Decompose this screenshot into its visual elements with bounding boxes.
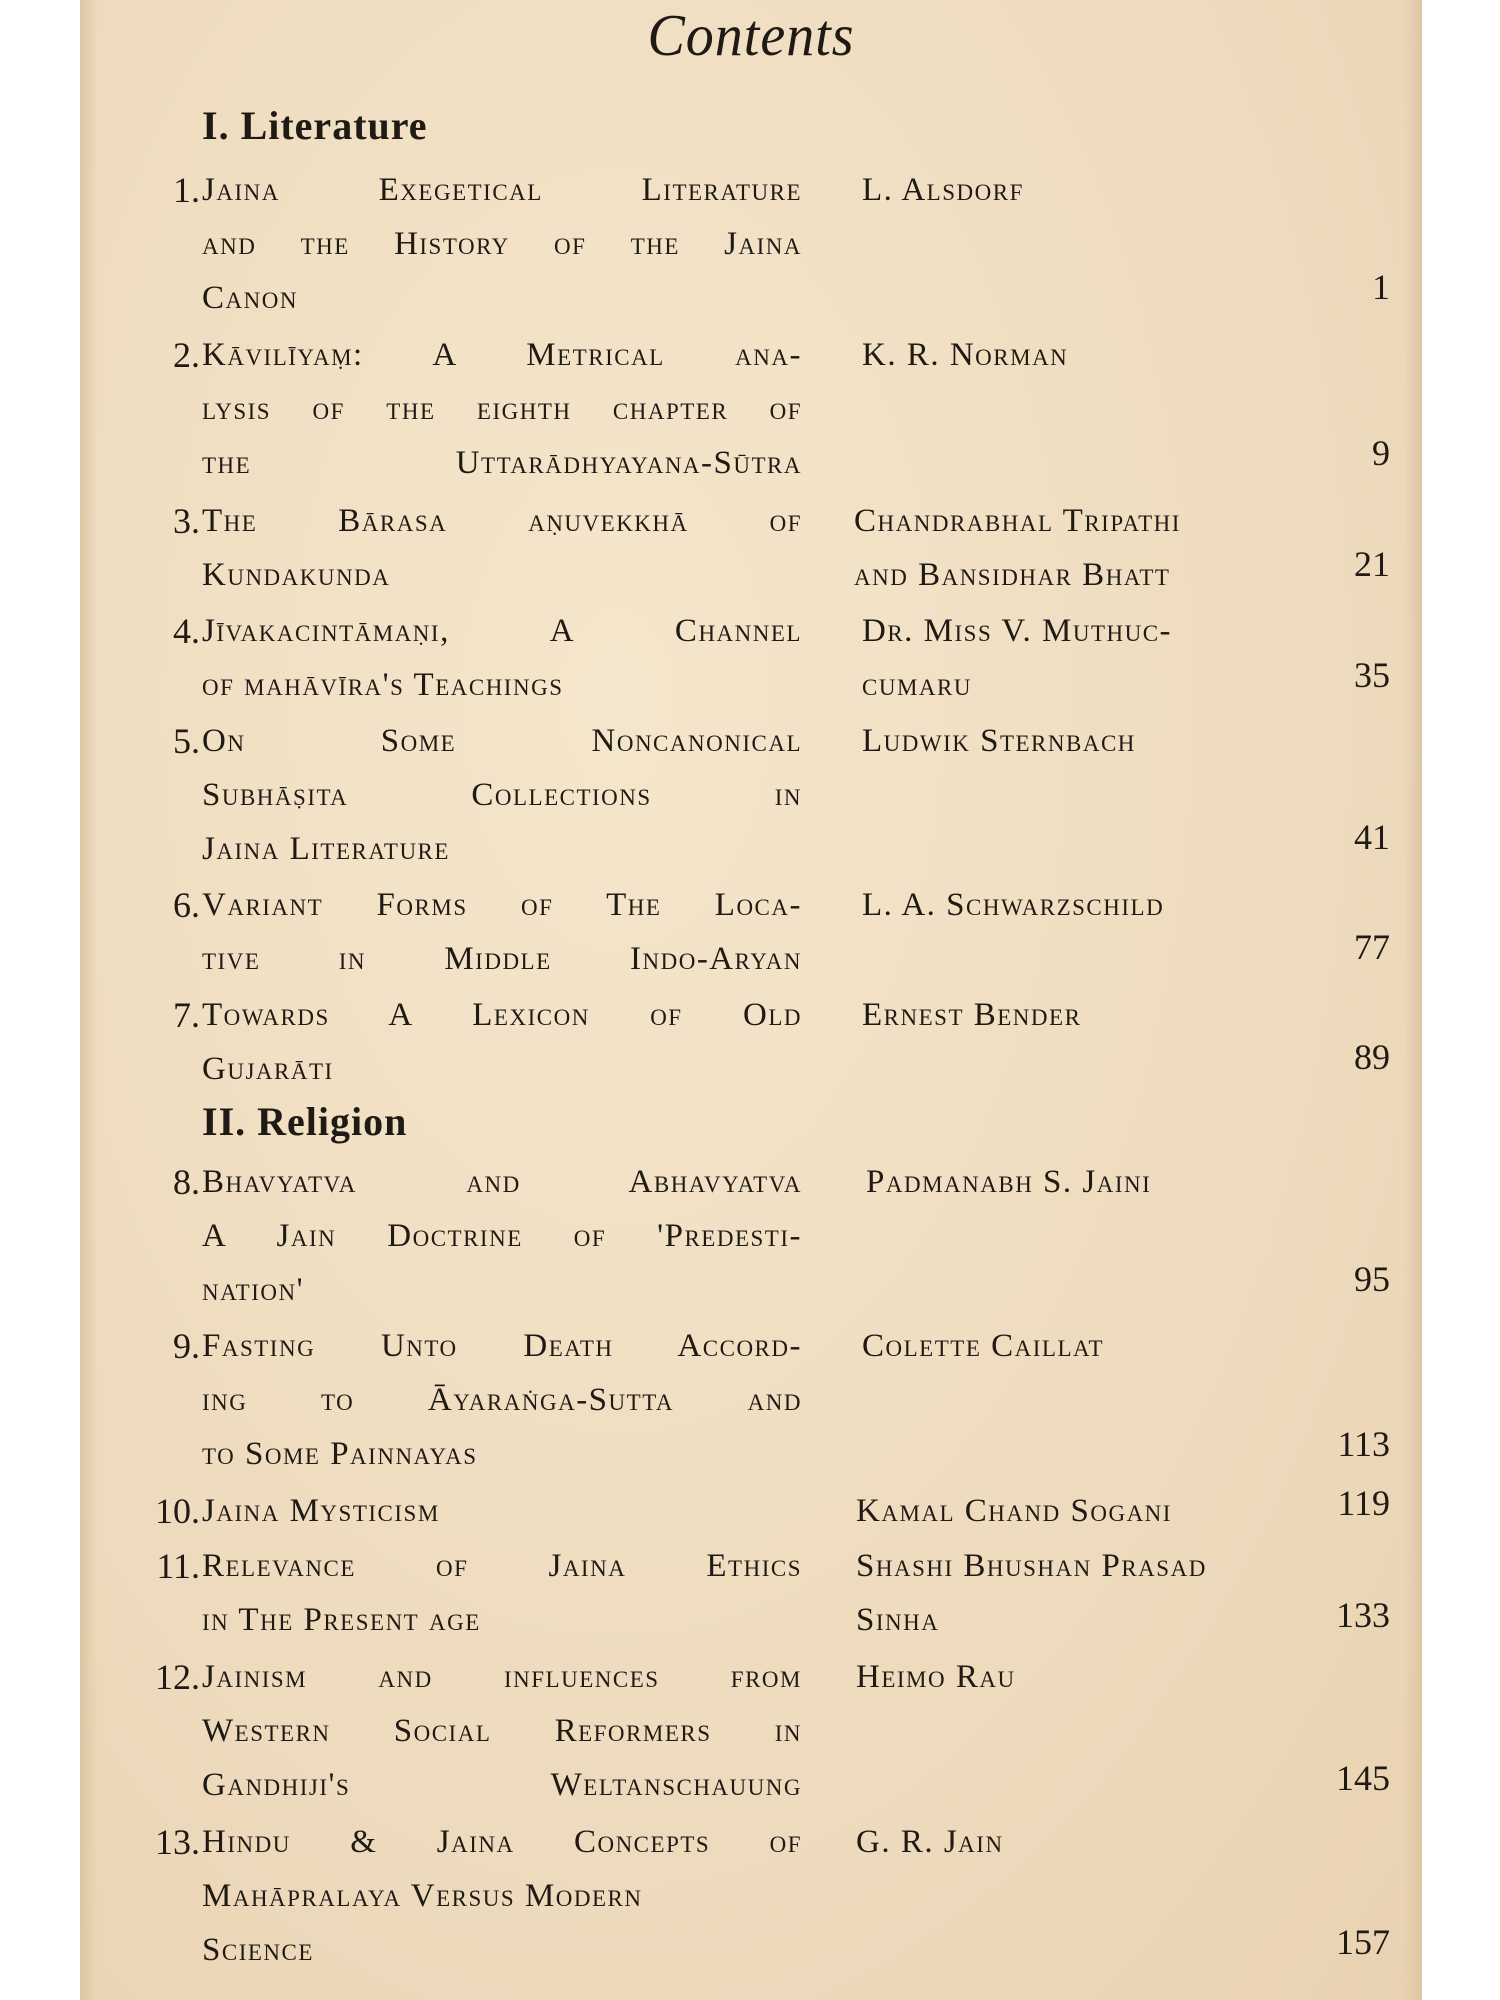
entry-number: 10. (155, 1491, 200, 1531)
entry-author: Chandrabhal Tripathi (854, 503, 1181, 539)
entry-number: 12. (155, 1657, 200, 1697)
entry-number: 11. (156, 1546, 200, 1586)
entry-author: G. R. Jain (856, 1824, 1004, 1860)
entry-author: L. A. Schwarzschild (862, 887, 1165, 923)
entry-title-line: to Some Painnayas (202, 1436, 478, 1472)
entry-page-number: 145 (1336, 1758, 1390, 1798)
entry-page-number: 133 (1336, 1595, 1390, 1635)
entry-author: Shashi Bhushan Prasad (856, 1548, 1207, 1584)
entry-author: L. Alsdorf (862, 172, 1024, 208)
entry-number: 4. (173, 611, 200, 651)
entry-title-line: in The Present age (202, 1602, 481, 1638)
entry-title-line: Kundakunda (202, 557, 391, 593)
entry-number: 1. (173, 170, 200, 210)
section-heading-literature: I. Literature (202, 103, 428, 148)
entry-title-line: A Jain Doctrine of 'Predesti- (202, 1218, 802, 1254)
entry-title-line: Hindu & Jaina Concepts of (202, 1824, 802, 1860)
section-heading-religion: II. Religion (202, 1099, 408, 1144)
entry-page-number: 1 (1372, 267, 1390, 307)
entry-title-line: Jīvakacintāmaṇi, A Channel (202, 613, 802, 649)
entry-page-number: 77 (1354, 927, 1390, 967)
entry-title-line: ing to Āyaraṅga-Sutta and (202, 1382, 802, 1418)
entry-title-line: Jaina Mysticism (202, 1493, 440, 1529)
entry-page-number: 21 (1354, 544, 1390, 584)
entry-title-line: Variant Forms of The Loca- (202, 887, 802, 923)
entry-title-line: The Bārasa aṇuvekkhā of (202, 503, 802, 539)
entry-author: Sinha (856, 1602, 940, 1638)
entry-page-number: 41 (1354, 817, 1390, 857)
entry-title-line: Fasting Unto Death Accord- (202, 1328, 802, 1364)
entry-author: K. R. Norman (862, 337, 1069, 373)
entry-title-line: Bhavyatva and Abhavyatva (202, 1164, 802, 1200)
entry-number: 8. (173, 1162, 200, 1202)
entry-title-line: Jaina Literature (202, 831, 450, 867)
entry-title-line: tive in Middle Indo-Aryan (202, 941, 802, 977)
entry-author: Dr. Miss V. Muthuc- (862, 613, 1173, 649)
entry-author: Colette Caillat (862, 1328, 1105, 1364)
entry-author: Ernest Bender (862, 997, 1082, 1033)
entry-author: cumaru (862, 667, 972, 703)
entry-number: 3. (173, 501, 200, 541)
entry-title-line: lysis of the eighth chapter of (202, 391, 802, 427)
entry-page-number: 157 (1336, 1922, 1390, 1962)
entry-title-line: Western Social Reformers in (202, 1713, 802, 1749)
entry-title-line: nation' (202, 1272, 305, 1308)
entry-title-line: Gujarāti (202, 1051, 334, 1087)
entry-number: 6. (173, 885, 200, 925)
entry-title-line: On Some Noncanonical (202, 723, 802, 759)
page-title: Contents (647, 3, 855, 69)
entry-author: Kamal Chand Sogani (856, 1493, 1172, 1529)
entry-title-line: Subhāṣita Collections in (202, 777, 802, 813)
entry-title-line: Jainism and influences from (202, 1659, 802, 1695)
entry-title-line: Relevance of Jaina Ethics (202, 1548, 802, 1584)
entry-page-number: 9 (1372, 433, 1390, 473)
entry-number: 2. (173, 335, 200, 375)
entry-page-number: 35 (1354, 655, 1390, 695)
entry-title-line: Canon (202, 280, 298, 316)
entry-author: Padmanabh S. Jaini (866, 1164, 1152, 1200)
entry-title-line: Towards A Lexicon of Old (202, 997, 802, 1033)
entry-number: 5. (173, 721, 200, 761)
show-through-text (250, 70, 260, 104)
entry-page-number: 119 (1337, 1483, 1390, 1523)
entry-number: 13. (155, 1822, 200, 1862)
book-page (80, 0, 1422, 2000)
entry-title-line: Gandhiji's Weltanschauung (202, 1767, 802, 1803)
entry-title-line: the Uttarādhyayana-Sūtra (202, 445, 802, 481)
entry-title-line: of mahāvīra's Teachings (202, 667, 564, 703)
entry-title-line: Kāvilīyaṃ: A Metrical ana- (202, 337, 802, 373)
entry-page-number: 89 (1354, 1037, 1390, 1077)
entry-author: Heimo Rau (856, 1659, 1016, 1695)
entry-title-line: Jaina Exegetical Literature (202, 172, 802, 208)
entry-author: and Bansidhar Bhatt (854, 557, 1171, 593)
entry-number: 7. (173, 995, 200, 1035)
entry-title-line: and the History of the Jaina (202, 226, 802, 262)
entry-number: 9. (173, 1326, 200, 1366)
entry-author: Ludwik Sternbach (862, 723, 1136, 759)
entry-page-number: 95 (1354, 1259, 1390, 1299)
entry-title-line: Science (202, 1932, 314, 1968)
entry-page-number: 113 (1337, 1424, 1390, 1464)
entry-title-line: Mahāpralaya Versus Modern (202, 1878, 643, 1914)
